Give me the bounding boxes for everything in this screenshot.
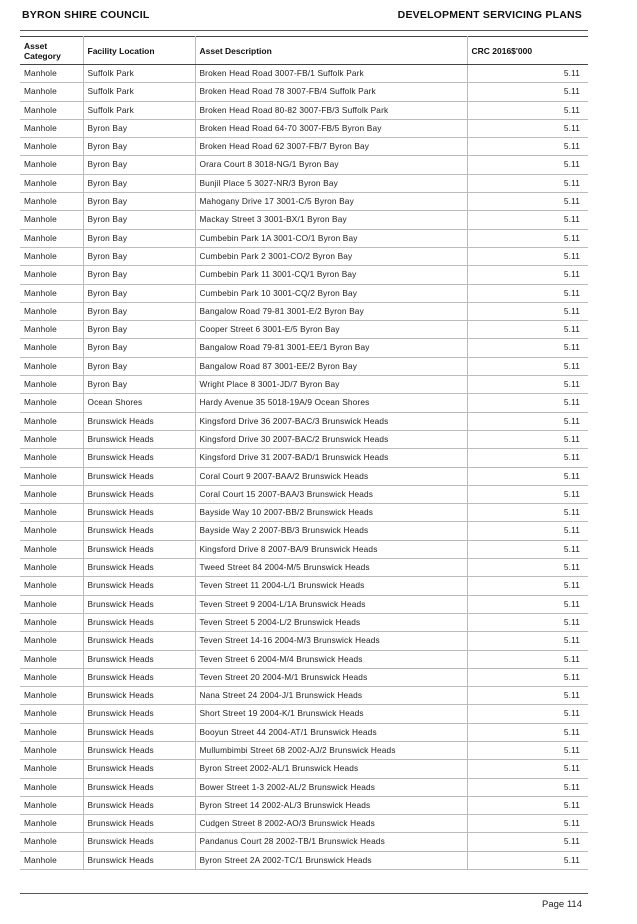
table-row [20, 284, 588, 302]
table-row [20, 83, 588, 101]
table-row [20, 760, 588, 778]
asset-description-cell: Orara Court 8 3018-NG/1 Byron Bay [195, 156, 467, 174]
table-row [20, 412, 588, 430]
asset-category-cell: Manhole [20, 559, 83, 577]
facility-location-cell: Brunswick Heads [83, 815, 195, 833]
crc-value-cell: 5.11 [467, 485, 588, 503]
asset-category-cell: Manhole [20, 247, 83, 265]
crc-value-cell: 5.11 [467, 138, 588, 156]
crc-value-cell: 5.11 [467, 321, 588, 339]
asset-category-cell: Manhole [20, 778, 83, 796]
facility-location-cell: Suffolk Park [83, 83, 195, 101]
crc-value-cell: 5.11 [467, 815, 588, 833]
asset-description-cell: Broken Head Road 78 3007-FB/4 Suffolk Park [195, 83, 467, 101]
column-header-asset-category: Asset Category [20, 37, 83, 65]
facility-location-cell: Brunswick Heads [83, 796, 195, 814]
asset-description-cell: Tweed Street 84 2004-M/5 Brunswick Heads [195, 559, 467, 577]
asset-category-cell: Manhole [20, 741, 83, 759]
crc-value-cell: 5.11 [467, 449, 588, 467]
asset-description-cell: Nana Street 24 2004-J/1 Brunswick Heads [195, 687, 467, 705]
asset-description-cell: Teven Street 5 2004-L/2 Brunswick Heads [195, 613, 467, 631]
facility-location-cell: Brunswick Heads [83, 559, 195, 577]
table-row [20, 741, 588, 759]
crc-value-cell: 5.11 [467, 284, 588, 302]
asset-description-cell: Bower Street 1-3 2002-AL/2 Brunswick Heads [195, 778, 467, 796]
facility-location-cell: Byron Bay [83, 193, 195, 211]
asset-description-cell: Byron Street 14 2002-AL/3 Brunswick Heads [195, 796, 467, 814]
table-header-row [20, 37, 588, 65]
facility-location-cell: Brunswick Heads [83, 833, 195, 851]
facility-location-cell: Brunswick Heads [83, 613, 195, 631]
table-row [20, 851, 588, 869]
asset-description-cell: Bangalow Road 79-81 3001-EE/1 Byron Bay [195, 339, 467, 357]
table-row [20, 668, 588, 686]
facility-location-cell: Brunswick Heads [83, 467, 195, 485]
asset-description-cell: Coral Court 9 2007-BAA/2 Brunswick Heads [195, 467, 467, 485]
asset-category-cell: Manhole [20, 376, 83, 394]
table-row [20, 595, 588, 613]
facility-location-cell: Suffolk Park [83, 101, 195, 119]
crc-value-cell: 5.11 [467, 613, 588, 631]
asset-description-cell: Kingsford Drive 8 2007-BA/9 Brunswick Heads [195, 540, 467, 558]
asset-description-cell: Cumbebin Park 10 3001-CQ/2 Byron Bay [195, 284, 467, 302]
asset-category-cell: Manhole [20, 83, 83, 101]
asset-description-cell: Cooper Street 6 3001-E/5 Byron Bay [195, 321, 467, 339]
asset-description-cell: Cudgen Street 8 2002-AO/3 Brunswick Heads [195, 815, 467, 833]
facility-location-cell: Ocean Shores [83, 394, 195, 412]
column-header-asset-description: Asset Description [195, 37, 467, 65]
facility-location-cell: Brunswick Heads [83, 577, 195, 595]
facility-location-cell: Brunswick Heads [83, 723, 195, 741]
facility-location-cell: Brunswick Heads [83, 504, 195, 522]
facility-location-cell: Byron Bay [83, 321, 195, 339]
crc-value-cell: 5.11 [467, 266, 588, 284]
table-row [20, 613, 588, 631]
facility-location-cell: Brunswick Heads [83, 412, 195, 430]
asset-description-cell: Teven Street 14-16 2004-M/3 Brunswick Heads [195, 632, 467, 650]
table-row [20, 321, 588, 339]
header-divider [20, 30, 588, 31]
crc-value-cell: 5.11 [467, 650, 588, 668]
asset-category-cell: Manhole [20, 174, 83, 192]
facility-location-cell: Suffolk Park [83, 65, 195, 83]
asset-description-cell: Teven Street 20 2004-M/1 Brunswick Heads [195, 668, 467, 686]
table-row [20, 485, 588, 503]
asset-category-cell: Manhole [20, 760, 83, 778]
table-body [20, 65, 588, 870]
asset-description-cell: Byron Street 2A 2002-TC/1 Brunswick Heads [195, 851, 467, 869]
crc-value-cell: 5.11 [467, 339, 588, 357]
crc-value-cell: 5.11 [467, 504, 588, 522]
table-row [20, 504, 588, 522]
crc-value-cell: 5.11 [467, 595, 588, 613]
asset-category-cell: Manhole [20, 449, 83, 467]
asset-category-cell: Manhole [20, 815, 83, 833]
facility-location-cell: Byron Bay [83, 376, 195, 394]
table-row [20, 540, 588, 558]
crc-value-cell: 5.11 [467, 156, 588, 174]
asset-description-cell: Coral Court 15 2007-BAA/3 Brunswick Heads [195, 485, 467, 503]
crc-value-cell: 5.11 [467, 467, 588, 485]
asset-category-cell: Manhole [20, 796, 83, 814]
asset-category-cell: Manhole [20, 229, 83, 247]
facility-location-cell: Byron Bay [83, 266, 195, 284]
table-row [20, 138, 588, 156]
asset-description-cell: Bangalow Road 79-81 3001-E/2 Byron Bay [195, 302, 467, 320]
table-row [20, 449, 588, 467]
table-row [20, 559, 588, 577]
asset-description-cell: Hardy Avenue 35 5018-19A/9 Ocean Shores [195, 394, 467, 412]
crc-value-cell: 5.11 [467, 430, 588, 448]
facility-location-cell: Byron Bay [83, 284, 195, 302]
table-row [20, 723, 588, 741]
asset-description-cell: Kingsford Drive 36 2007-BAC/3 Brunswick Heads [195, 412, 467, 430]
table-row [20, 193, 588, 211]
table-row [20, 119, 588, 137]
facility-location-cell: Brunswick Heads [83, 705, 195, 723]
asset-description-cell: Cumbebin Park 2 3001-CO/2 Byron Bay [195, 247, 467, 265]
table-row [20, 796, 588, 814]
asset-category-cell: Manhole [20, 138, 83, 156]
asset-category-cell: Manhole [20, 357, 83, 375]
table-row [20, 705, 588, 723]
crc-value-cell: 5.11 [467, 119, 588, 137]
table-row [20, 174, 588, 192]
facility-location-cell: Brunswick Heads [83, 668, 195, 686]
table-row [20, 467, 588, 485]
table-row [20, 577, 588, 595]
asset-category-cell: Manhole [20, 412, 83, 430]
table-row [20, 229, 588, 247]
page-number: Page 114 [542, 899, 582, 910]
facility-location-cell: Brunswick Heads [83, 540, 195, 558]
asset-category-cell: Manhole [20, 668, 83, 686]
column-header-crc: CRC 2016$'000 [467, 37, 588, 65]
asset-table [20, 36, 588, 870]
table-row [20, 65, 588, 83]
crc-value-cell: 5.11 [467, 357, 588, 375]
facility-location-cell: Byron Bay [83, 211, 195, 229]
crc-value-cell: 5.11 [467, 302, 588, 320]
asset-category-cell: Manhole [20, 632, 83, 650]
facility-location-cell: Brunswick Heads [83, 778, 195, 796]
asset-description-cell: Teven Street 11 2004-L/1 Brunswick Heads [195, 577, 467, 595]
crc-value-cell: 5.11 [467, 851, 588, 869]
asset-category-cell: Manhole [20, 211, 83, 229]
crc-value-cell: 5.11 [467, 833, 588, 851]
table-row [20, 101, 588, 119]
crc-value-cell: 5.11 [467, 668, 588, 686]
facility-location-cell: Brunswick Heads [83, 632, 195, 650]
facility-location-cell: Byron Bay [83, 339, 195, 357]
document-title: DEVELOPMENT SERVICING PLANS [397, 9, 582, 21]
crc-value-cell: 5.11 [467, 174, 588, 192]
crc-value-cell: 5.11 [467, 522, 588, 540]
crc-value-cell: 5.11 [467, 101, 588, 119]
asset-category-cell: Manhole [20, 540, 83, 558]
facility-location-cell: Byron Bay [83, 156, 195, 174]
asset-category-cell: Manhole [20, 119, 83, 137]
table-row [20, 339, 588, 357]
facility-location-cell: Byron Bay [83, 119, 195, 137]
table-row [20, 815, 588, 833]
asset-description-cell: Bayside Way 2 2007-BB/3 Brunswick Heads [195, 522, 467, 540]
crc-value-cell: 5.11 [467, 65, 588, 83]
crc-value-cell: 5.11 [467, 540, 588, 558]
asset-description-cell: Mullumbimbi Street 68 2002-AJ/2 Brunswick Heads [195, 741, 467, 759]
asset-description-cell: Cumbebin Park 1A 3001-CO/1 Byron Bay [195, 229, 467, 247]
asset-description-cell: Kingsford Drive 30 2007-BAC/2 Brunswick Heads [195, 430, 467, 448]
asset-description-cell: Broken Head Road 80-82 3007-FB/3 Suffolk Park [195, 101, 467, 119]
asset-category-cell: Manhole [20, 485, 83, 503]
facility-location-cell: Brunswick Heads [83, 595, 195, 613]
facility-location-cell: Brunswick Heads [83, 687, 195, 705]
asset-description-cell: Wright Place 8 3001-JD/7 Byron Bay [195, 376, 467, 394]
asset-category-cell: Manhole [20, 193, 83, 211]
table-row [20, 376, 588, 394]
crc-value-cell: 5.11 [467, 394, 588, 412]
crc-value-cell: 5.11 [467, 632, 588, 650]
asset-category-cell: Manhole [20, 577, 83, 595]
asset-description-cell: Broken Head Road 62 3007-FB/7 Byron Bay [195, 138, 467, 156]
asset-description-cell: Short Street 19 2004-K/1 Brunswick Heads [195, 705, 467, 723]
table-row [20, 632, 588, 650]
asset-category-cell: Manhole [20, 266, 83, 284]
crc-value-cell: 5.11 [467, 577, 588, 595]
crc-value-cell: 5.11 [467, 760, 588, 778]
crc-value-cell: 5.11 [467, 741, 588, 759]
table-row [20, 522, 588, 540]
asset-category-cell: Manhole [20, 65, 83, 83]
asset-category-cell: Manhole [20, 833, 83, 851]
table-row [20, 833, 588, 851]
facility-location-cell: Brunswick Heads [83, 760, 195, 778]
facility-location-cell: Byron Bay [83, 229, 195, 247]
crc-value-cell: 5.11 [467, 412, 588, 430]
crc-value-cell: 5.11 [467, 796, 588, 814]
facility-location-cell: Brunswick Heads [83, 851, 195, 869]
asset-description-cell: Broken Head Road 64-70 3007-FB/5 Byron Bay [195, 119, 467, 137]
facility-location-cell: Brunswick Heads [83, 522, 195, 540]
crc-value-cell: 5.11 [467, 193, 588, 211]
crc-value-cell: 5.11 [467, 229, 588, 247]
asset-description-cell: Teven Street 6 2004-M/4 Brunswick Heads [195, 650, 467, 668]
crc-value-cell: 5.11 [467, 687, 588, 705]
table-row [20, 211, 588, 229]
table-row [20, 266, 588, 284]
asset-category-cell: Manhole [20, 650, 83, 668]
facility-location-cell: Byron Bay [83, 138, 195, 156]
facility-location-cell: Byron Bay [83, 302, 195, 320]
asset-category-cell: Manhole [20, 302, 83, 320]
facility-location-cell: Brunswick Heads [83, 650, 195, 668]
asset-description-cell: Bangalow Road 87 3001-EE/2 Byron Bay [195, 357, 467, 375]
crc-value-cell: 5.11 [467, 705, 588, 723]
table-row [20, 778, 588, 796]
asset-category-cell: Manhole [20, 851, 83, 869]
crc-value-cell: 5.11 [467, 376, 588, 394]
asset-category-cell: Manhole [20, 284, 83, 302]
asset-category-cell: Manhole [20, 723, 83, 741]
asset-description-cell: Mackay Street 3 3001-BX/1 Byron Bay [195, 211, 467, 229]
asset-category-cell: Manhole [20, 467, 83, 485]
asset-description-cell: Bunjil Place 5 3027-NR/3 Byron Bay [195, 174, 467, 192]
council-name: BYRON SHIRE COUNCIL [22, 9, 150, 21]
table-row [20, 687, 588, 705]
asset-description-cell: Kingsford Drive 31 2007-BAD/1 Brunswick Heads [195, 449, 467, 467]
facility-location-cell: Byron Bay [83, 247, 195, 265]
table-row [20, 430, 588, 448]
asset-description-cell: Cumbebin Park 11 3001-CQ/1 Byron Bay [195, 266, 467, 284]
facility-location-cell: Byron Bay [83, 174, 195, 192]
footer-divider [20, 893, 588, 894]
asset-category-cell: Manhole [20, 339, 83, 357]
asset-description-cell: Broken Head Road 3007-FB/1 Suffolk Park [195, 65, 467, 83]
table-row [20, 357, 588, 375]
asset-category-cell: Manhole [20, 156, 83, 174]
asset-description-cell: Mahogany Drive 17 3001-C/5 Byron Bay [195, 193, 467, 211]
table-row [20, 394, 588, 412]
table-row [20, 156, 588, 174]
asset-category-cell: Manhole [20, 321, 83, 339]
asset-category-cell: Manhole [20, 504, 83, 522]
asset-category-cell: Manhole [20, 705, 83, 723]
crc-value-cell: 5.11 [467, 83, 588, 101]
asset-category-cell: Manhole [20, 613, 83, 631]
asset-category-cell: Manhole [20, 101, 83, 119]
asset-category-cell: Manhole [20, 522, 83, 540]
facility-location-cell: Brunswick Heads [83, 741, 195, 759]
asset-description-cell: Bayside Way 10 2007-BB/2 Brunswick Heads [195, 504, 467, 522]
crc-value-cell: 5.11 [467, 211, 588, 229]
crc-value-cell: 5.11 [467, 723, 588, 741]
crc-value-cell: 5.11 [467, 778, 588, 796]
asset-category-cell: Manhole [20, 595, 83, 613]
crc-value-cell: 5.11 [467, 247, 588, 265]
table-row [20, 302, 588, 320]
column-header-facility-location: Facility Location [83, 37, 195, 65]
asset-category-cell: Manhole [20, 430, 83, 448]
table-row [20, 650, 588, 668]
table-row [20, 247, 588, 265]
asset-description-cell: Teven Street 9 2004-L/1A Brunswick Heads [195, 595, 467, 613]
asset-description-cell: Booyun Street 44 2004-AT/1 Brunswick Heads [195, 723, 467, 741]
facility-location-cell: Byron Bay [83, 357, 195, 375]
facility-location-cell: Brunswick Heads [83, 449, 195, 467]
crc-value-cell: 5.11 [467, 559, 588, 577]
asset-category-cell: Manhole [20, 687, 83, 705]
asset-description-cell: Byron Street 2002-AL/1 Brunswick Heads [195, 760, 467, 778]
asset-category-cell: Manhole [20, 394, 83, 412]
facility-location-cell: Brunswick Heads [83, 485, 195, 503]
facility-location-cell: Brunswick Heads [83, 430, 195, 448]
asset-description-cell: Pandanus Court 28 2002-TB/1 Brunswick Heads [195, 833, 467, 851]
